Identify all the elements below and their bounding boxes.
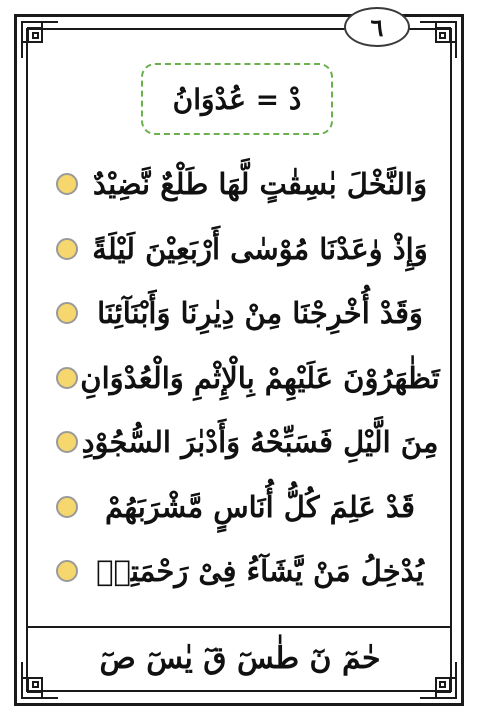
bullet-circle-icon	[56, 560, 78, 582]
line-row	[56, 281, 430, 346]
line-text: مِنَ الَّيْلِ فَسَبِّحْهُ وَأَدْبٰرَ السُّجُوْدِ	[81, 425, 439, 460]
line-row	[56, 152, 430, 217]
line-text: يُدْخِلُ مَنْ يَّشَآءُ فِىْ رَحْمَتِهٖ	[96, 554, 424, 589]
bullet-circle-icon	[56, 302, 78, 324]
line-text: وَقَدْ أُخْرِجْنَا مِنْ دِيٰرِنَا وَأَبْنَآئِنَا	[97, 296, 423, 331]
bullet-circle-icon	[56, 173, 78, 195]
page-number: ٦	[344, 7, 410, 47]
bullet-circle-icon	[56, 496, 78, 518]
bottom-divider	[26, 626, 452, 628]
line-row	[56, 475, 430, 540]
rule-text: دْ = عُدْوَانُ	[172, 82, 302, 116]
line-text: قَدْ عَلِمَ كُلُّ أُنَاسٍ مَّشْرَبَهُمْ	[105, 489, 415, 524]
line-row	[56, 217, 430, 282]
rule-box	[141, 63, 333, 135]
line-row	[56, 346, 440, 411]
muqattaat-letters: حٰمٓ نٓ طٰسٓ قٓ يٰسٓ صٓ	[99, 640, 381, 676]
bullet-circle-icon	[56, 431, 78, 453]
line-text: وَإِذْ وٰعَدْنَا مُوْسٰى أَرْبَعِيْنَ لَيْلَةً	[92, 231, 428, 266]
line-text: وَالنَّخْلَ بٰسِقٰتٍ لَّهَا طَلْعٌ نَّضِيْدٌ	[92, 167, 428, 202]
corner-ornament-icon	[418, 14, 464, 60]
bullet-circle-icon	[56, 367, 78, 389]
bullet-circle-icon	[56, 238, 78, 260]
practice-lines	[56, 152, 440, 604]
line-text: تَظٰهَرُوْنَ عَلَيْهِمْ بِالْإِثْمِ وَالْعُدْوَانِ	[80, 360, 440, 395]
corner-ornament-icon	[14, 14, 60, 60]
line-row	[56, 539, 430, 604]
line-row	[56, 410, 439, 475]
